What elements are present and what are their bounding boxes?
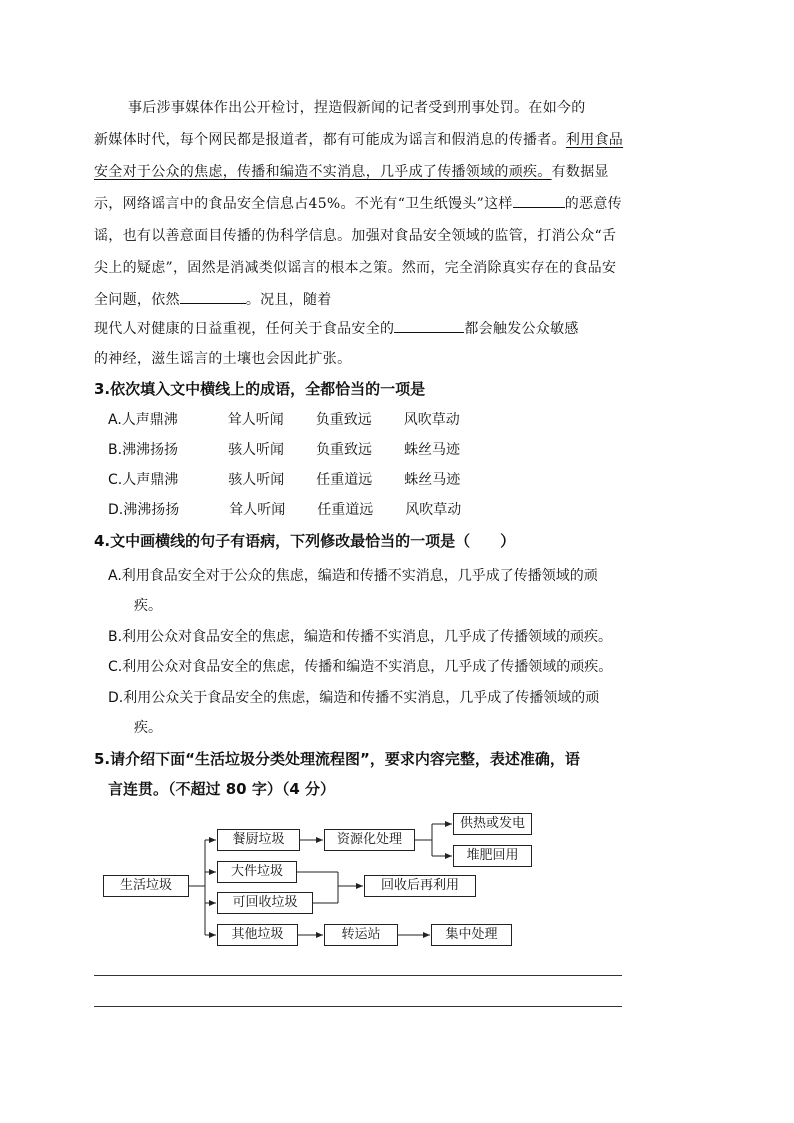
q4-option-d-continued: 疾。 (134, 720, 162, 736)
passage-text: 有数据显 (551, 164, 609, 180)
node-recyclable-waste: 可回收垃圾 (217, 892, 313, 914)
option-idiom: 任重道远 (316, 472, 373, 488)
option-idiom: 负重致远 (315, 412, 372, 428)
passage-line-9: 的神经，滋生谣言的土壤也会因此扩张。 (94, 351, 352, 367)
passage-text: 的恶意传 (564, 196, 622, 212)
question-5-stem-continued: 言连贯。（不超过 80 字）（4 分） (108, 780, 335, 798)
passage-line-4 (94, 193, 622, 213)
passage-text: 。况且，随着 (245, 292, 332, 308)
node-recycle-reuse: 回收后再利用 (364, 875, 476, 897)
fill-blank-3 (394, 318, 464, 333)
passage-line-7 (94, 289, 332, 309)
fill-blank-1 (513, 193, 565, 208)
node-root: 生活垃圾 (103, 875, 189, 897)
node-heat-or-power: 供热或发电 (453, 813, 532, 835)
option-idiom: 沸沸扬扬 (123, 502, 180, 518)
passage-line-8 (94, 318, 579, 338)
q3-option-b[interactable] (108, 439, 460, 459)
answer-line-2[interactable] (94, 1006, 622, 1007)
option-idiom: 风吹草动 (405, 502, 462, 518)
node-central-processing: 集中处理 (431, 924, 512, 946)
option-idiom: 骇人听闻 (228, 472, 285, 488)
underlined-sentence-part: 安全对于公众的焦虑，传播和编造不实消息，几乎成了传播领域的顽疾。 (94, 164, 552, 180)
question-3-stem: 3.依次填入文中横线上的成语，全都恰当的一项是 (94, 380, 426, 398)
option-label: D. (108, 502, 124, 518)
option-idiom: 人声鼎沸 (122, 472, 179, 488)
option-idiom: 风吹草动 (403, 412, 460, 428)
passage-line-5: 谣，也有以善意面目传播的伪科学信息。加强对食品安全领域的监管，打消公众“舌 (94, 228, 617, 244)
underlined-sentence-part: 利用食品 (565, 132, 624, 148)
node-compost-reuse: 堆肥回用 (453, 845, 532, 867)
option-idiom: 蛛丝马迹 (404, 442, 461, 458)
q3-option-c[interactable] (108, 469, 460, 489)
option-idiom: 任重道远 (317, 502, 374, 518)
passage-text: 全问题，依然 (94, 292, 180, 308)
node-transfer-station: 转运站 (324, 924, 398, 946)
node-other-waste: 其他垃圾 (217, 924, 298, 946)
option-idiom: 负重致远 (316, 442, 373, 458)
passage-text: 新媒体时代，每个网民都是报道者，都有可能成为谣言和假消息的传播者。 (94, 132, 566, 148)
passage-line-1: 事后涉事媒体作出公开检讨，捏造假新闻的记者受到刑事处罚。在如今的 (128, 100, 586, 116)
q4-option-c[interactable]: C.利用公众对食品安全的焦虑，传播和编造不实消息，几乎成了传播领域的顽疾。 (108, 659, 613, 675)
question-5-stem: 5.请介绍下面“生活垃圾分类处理流程图”，要求内容完整，表述准确，语 (94, 750, 580, 768)
option-idiom: 蛛丝马迹 (404, 472, 461, 488)
q4-option-a[interactable]: A.利用食品安全对于公众的焦虑，编造和传播不实消息，几乎成了传播领域的顽 (108, 568, 598, 584)
option-idiom: 人声鼎沸 (121, 412, 178, 428)
q4-option-b[interactable]: B.利用公众对食品安全的焦虑，编造和传播不实消息，几乎成了传播领域的顽疾。 (108, 629, 613, 645)
node-kitchen-waste: 餐厨垃圾 (217, 829, 300, 851)
q3-option-a[interactable] (108, 409, 460, 429)
fill-blank-2 (180, 289, 246, 304)
node-bulky-waste: 大件垃圾 (217, 861, 297, 883)
option-idiom: 耸人听闻 (229, 502, 286, 518)
q4-option-d[interactable]: D.利用公众关于食品安全的焦虑，编造和传播不实消息，几乎成了传播领域的顽 (108, 690, 600, 706)
passage-line-3 (94, 161, 609, 181)
option-idiom: 耸人听闻 (227, 412, 284, 428)
node-resource-processing: 资源化处理 (324, 829, 415, 851)
answer-line-1[interactable] (94, 975, 622, 976)
passage-line-2 (94, 129, 623, 149)
passage-text: 示，网络谣言中的食品安全信息占45%。不光有“卫生纸馒头”这样 (94, 196, 513, 212)
option-idiom: 骇人听闻 (228, 442, 285, 458)
q4-option-a-continued: 疾。 (134, 598, 162, 614)
option-label: B. (108, 442, 123, 458)
passage-text: 都会触发公众敏感 (464, 321, 579, 337)
option-idiom: 沸沸扬扬 (122, 442, 179, 458)
option-label: A. (108, 412, 122, 428)
q3-option-d[interactable] (108, 499, 461, 519)
passage-line-6: 尖上的疑虑”，固然是消减类似谣言的根本之策。然而，完全消除真实存在的食品安 (94, 260, 617, 276)
option-label: C. (108, 472, 123, 488)
passage-text: 现代人对健康的日益重视，任何关于食品安全的 (94, 321, 395, 337)
question-4-stem: 4.文中画横线的句子有语病，下列修改最恰当的一项是（ ） (94, 532, 516, 550)
